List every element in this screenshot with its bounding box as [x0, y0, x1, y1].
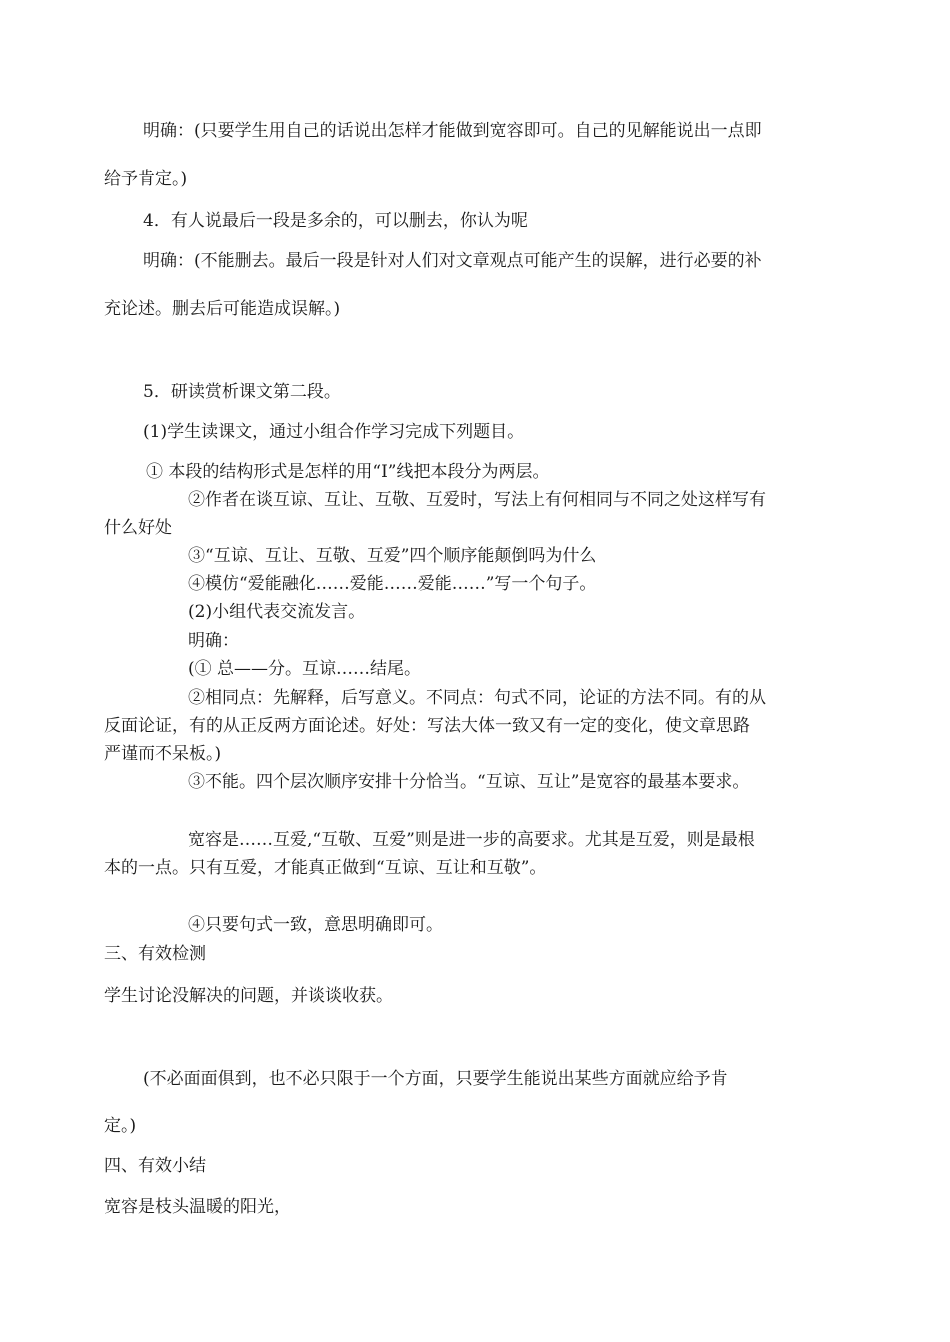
text-line: 定。): [104, 1116, 137, 1136]
text-line: (2)小组代表交流发言。: [188, 602, 366, 622]
text-line: (不必面面俱到，也不必只限于一个方面，只要学生能说出某些方面就应给予肯: [143, 1069, 728, 1089]
section-heading: 三、有效检测: [104, 944, 206, 964]
text-line: 明确：(只要学生用自己的话说出怎样才能做到宽容即可。自己的见解能说出一点即: [143, 121, 762, 141]
text-line: ④模仿“爱能融化……爱能……爱能……”写一个句子。: [188, 574, 597, 594]
text-line: (① 总——分。互谅……结尾。: [188, 659, 422, 679]
text-line: 明确：(不能删去。最后一段是针对人们对文章观点可能产生的误解，进行必要的补: [143, 251, 762, 271]
text-line: 学生讨论没解决的问题，并谈谈收获。: [104, 986, 393, 1006]
text-line: 宽容是……互爱,“互敬、互爱”则是进一步的高要求。尤其是互爱，则是最根: [188, 830, 755, 850]
text-line: ③“互谅、互让、互敬、互爱”四个顺序能颠倒吗为什么: [188, 546, 597, 566]
text-line: ②作者在谈互谅、互让、互敬、互爱时，写法上有何相同与不同之处这样写有: [188, 490, 766, 510]
text-line: 本的一点。只有互爱，才能真正做到“互谅、互让和互敬”。: [104, 858, 547, 878]
text-line: 严谨而不呆板。): [104, 744, 222, 764]
text-line: 什么好处: [104, 518, 172, 538]
text-line: 宽容是枝头温暖的阳光，: [104, 1197, 291, 1217]
text-line: ① 本段的结构形式是怎样的用“I”线把本段分为两层。: [146, 462, 550, 482]
text-line: 明确：: [188, 631, 239, 651]
text-line: ④只要句式一致，意思明确即可。: [188, 915, 443, 935]
text-line: ②相同点：先解释，后写意义。不同点：句式不同，论证的方法不同。有的从: [188, 688, 766, 708]
text-line: ③不能。四个层次顺序安排十分恰当。“互谅、互让”是宽容的最基本要求。: [188, 772, 750, 792]
text-line: 5．研读赏析课文第二段。: [143, 382, 341, 402]
text-line: 反面论证，有的从正反两方面论述。好处：写法大体一致又有一定的变化，使文章思路: [104, 716, 750, 736]
text-line: 充论述。删去后可能造成误解。): [104, 299, 341, 319]
section-heading: 四、有效小结: [104, 1156, 206, 1176]
text-line: (1)学生读课文，通过小组合作学习完成下列题目。: [143, 422, 525, 442]
text-line: 给予肯定。): [104, 169, 188, 189]
text-line: 4．有人说最后一段是多余的，可以删去，你认为呢: [143, 211, 528, 231]
